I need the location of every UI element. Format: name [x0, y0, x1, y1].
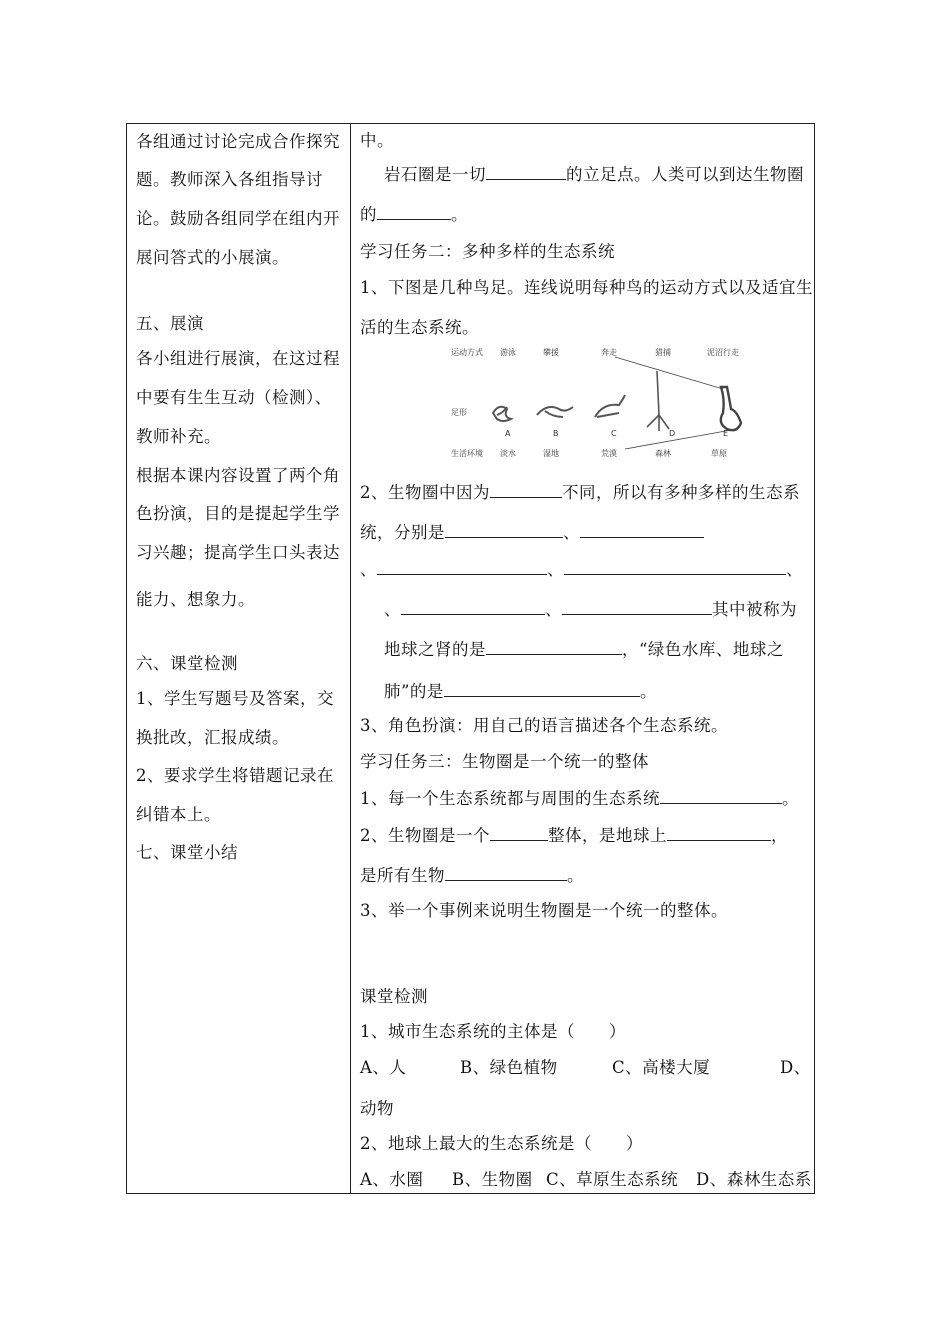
task-heading-2: 学习任务二：多种多样的生态系统 — [360, 242, 615, 261]
figure-label: 泥沼行走 — [707, 348, 739, 357]
figure-label: 草原 — [711, 449, 727, 458]
right-text: 2、生物圈中因为 不同，所以有多种多样的生态系 — [360, 483, 800, 502]
foot-c-icon — [595, 395, 625, 417]
blank — [490, 481, 562, 498]
right-text: 岩石圈是一切 的立足点。人类可以到达生物圈 — [384, 165, 804, 184]
option: A、水圈 — [360, 1170, 424, 1189]
foot-d-icon — [647, 371, 669, 431]
option: B、绿色植物 — [460, 1058, 558, 1077]
left-text: 2、要求学生将错题记录在 — [136, 766, 334, 785]
right-text: 3、举一个事例来说明生物圈是一个统一的整体。 — [360, 901, 728, 920]
option: C、草原生态系统 — [546, 1170, 679, 1189]
left-text: 论。鼓励各组同学在组内开 — [136, 209, 340, 228]
foot-e-icon — [721, 387, 741, 430]
blank — [667, 824, 771, 841]
figure-label: E — [723, 429, 729, 438]
right-text: 1、每一个生态系统都与周围的生态系统 。 — [360, 789, 799, 808]
right-text: 是所有生物 。 — [360, 866, 584, 885]
right-text: 肺”的是 。 — [384, 682, 657, 701]
figure-label: 森林 — [655, 449, 671, 458]
option: C、高楼大厦 — [612, 1058, 711, 1077]
task-heading-3: 学习任务三：生物圈是一个统一的整体 — [360, 752, 649, 771]
figure-label: 湿地 — [543, 449, 559, 458]
figure-label: B — [553, 429, 559, 438]
connect-line — [625, 429, 737, 449]
option: A、人 — [360, 1058, 407, 1077]
option: D、森林生态系 — [696, 1170, 812, 1189]
figure-label: 荒漠 — [601, 449, 617, 458]
question: 1、城市生态系统的主体是（ ） — [360, 1022, 626, 1041]
figure-label: 猎捕 — [655, 348, 671, 357]
right-text: 活的生态系统。 — [360, 318, 479, 337]
option: 动物 — [360, 1099, 394, 1118]
column-divider — [350, 123, 351, 1194]
left-text: 中要有生生互动（检测）、 — [136, 388, 332, 407]
left-text: 1、学生写题号及答案，交 — [136, 689, 334, 708]
right-text: 2、生物圈是一个 整体，是地球上 ， — [360, 826, 788, 845]
right-text: 、 、 其中被称为 — [384, 600, 797, 619]
foot-a-icon — [493, 407, 511, 421]
bird-feet-figure — [445, 341, 780, 466]
blank — [486, 638, 622, 655]
left-text: 习兴趣；提高学生口头表达 — [136, 543, 340, 562]
figure-label: 攀援 — [543, 348, 559, 357]
question: 2、地球上最大的生态系统是（ ） — [360, 1134, 643, 1153]
left-text: 能力、想象力。 — [136, 590, 255, 609]
figure-label: A — [505, 429, 511, 438]
figure-label: 游泳 — [500, 348, 516, 357]
blank — [445, 521, 563, 538]
right-text: 地球之肾的是 ，“绿色水库、地球之 — [384, 640, 784, 659]
section-heading-6: 六、课堂检测 — [136, 654, 238, 673]
blank — [564, 558, 786, 575]
figure-label: D — [669, 429, 676, 438]
blank — [445, 864, 567, 881]
blank — [660, 787, 782, 804]
option: D、 — [780, 1058, 811, 1077]
blank — [444, 680, 640, 697]
figure-label: 足形 — [451, 408, 467, 417]
blank — [401, 598, 545, 615]
connect-line — [615, 357, 723, 389]
left-text: 纠错本上。 — [136, 805, 221, 824]
left-text: 展问答式的小展演。 — [136, 248, 289, 267]
right-text: 1、下图是几种鸟足。连线说明每种鸟的运动方式以及适宜生 — [360, 278, 813, 297]
left-text: 教师补充。 — [136, 427, 221, 446]
left-text: 根据本课内容设置了两个角 — [136, 466, 340, 485]
right-text: 的 。 — [360, 205, 468, 224]
left-text: 色扮演，目的是提起学生学 — [136, 504, 340, 523]
blank — [377, 558, 547, 575]
option: B、生物圈 — [452, 1170, 533, 1189]
left-text: 题。教师深入各组指导讨 — [136, 170, 323, 189]
blank — [490, 824, 548, 841]
right-text: 统，分别是 、 — [360, 521, 704, 543]
figure-label: 生活环境 — [451, 449, 483, 458]
blank — [486, 163, 566, 180]
right-text: 中。 — [360, 131, 394, 150]
figure-label: C — [611, 429, 617, 438]
left-text: 换批改，汇报成绩。 — [136, 728, 289, 747]
figure-label: 淡水 — [500, 449, 516, 458]
right-text: 3、角色扮演：用自己的语言描述各个生态系统。 — [360, 716, 728, 735]
figure-label: 运动方式 — [451, 348, 483, 357]
right-text: 、 、 、 — [360, 560, 803, 579]
figure-label: 奔走 — [601, 348, 617, 357]
foot-b-icon — [537, 407, 573, 417]
blank — [377, 203, 451, 220]
blank — [580, 521, 704, 538]
section-heading-7: 七、课堂小结 — [136, 843, 238, 862]
check-heading: 课堂检测 — [360, 987, 428, 1006]
left-text: 各组通过讨论完成合作探究 — [136, 132, 340, 151]
left-text: 各小组进行展演，在这过程 — [136, 349, 340, 368]
section-heading-5: 五、展演 — [136, 314, 204, 333]
blank — [562, 598, 712, 615]
